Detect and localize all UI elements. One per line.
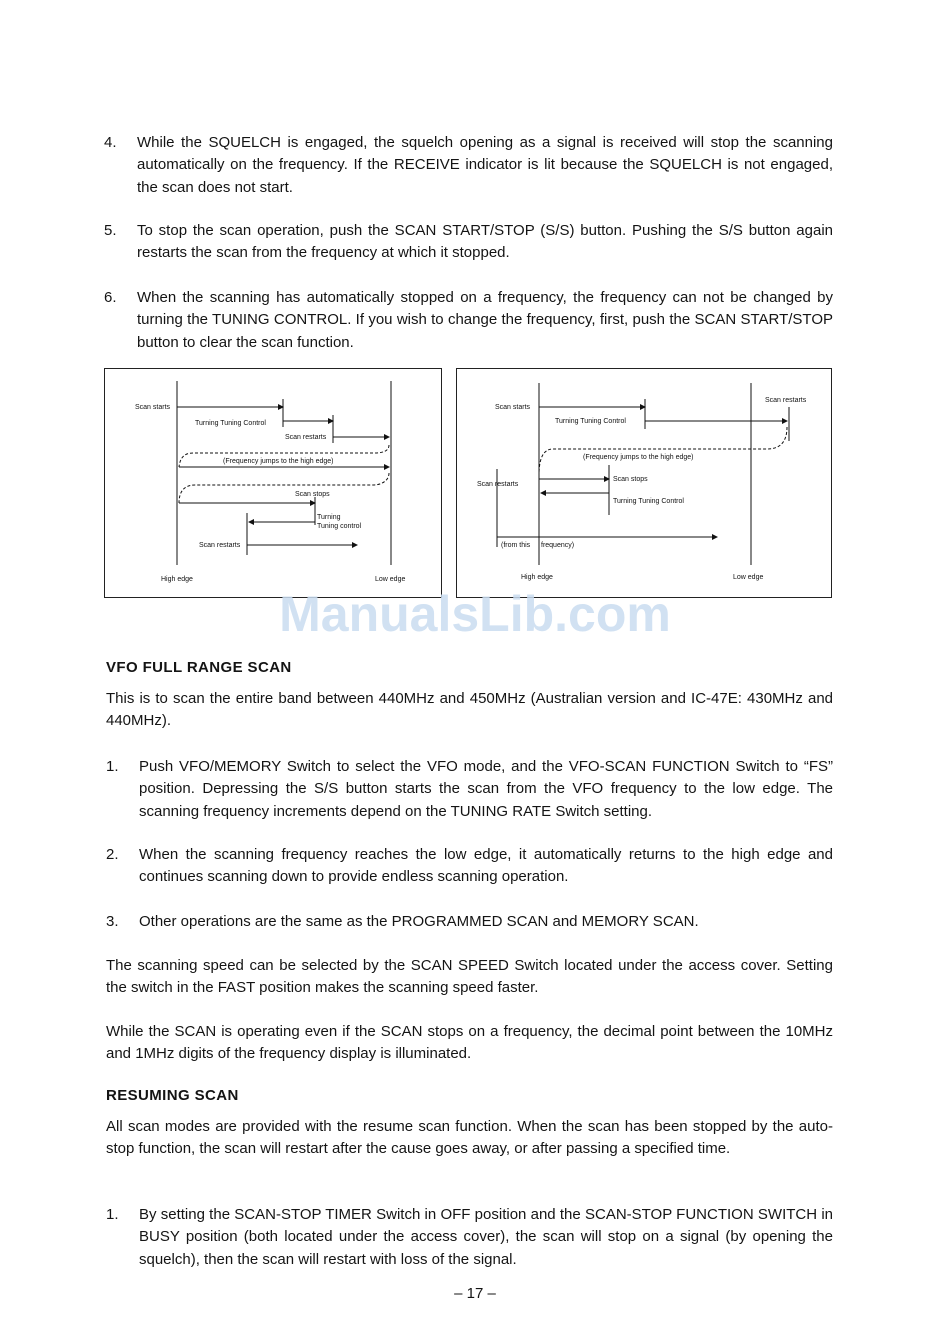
label-low-edge: Low edge [733,574,764,581]
list-item [104,132,833,199]
label-frequency: frequency) [541,542,575,549]
item-number: 5. [104,222,117,239]
scan-speed-paragraph: The scanning speed can be selected by the SCAN SPEED Switch located under the access cover. Setting the switch in the FAST position makes the scanning speed faster. [106,957,833,997]
label-turning-tuning-control: Turning Tuning Control [555,418,626,425]
label-high-edge: High edge [521,574,553,581]
item-number: 2. [106,846,119,863]
list-item [106,844,833,889]
label-scan-restarts-left: Scan restarts [477,481,519,488]
label-scan-starts: Scan starts [135,404,171,411]
item-number: 3. [106,913,119,930]
label-tuning-control: Tuning control [317,523,362,530]
label-scan-restarts: Scan restarts [285,434,327,441]
item-number: 1. [106,758,119,775]
item-text: Push VFO/MEMORY Switch to select the VFO mode, and the VFO-SCAN FUNCTION Switch to “FS” position. Depressing the S/S button starts the scan from the VFO frequency to the low edge. The scanning frequency increments depend on the TUNING RATE Switch setting. [139,758,833,820]
item-number: 1. [106,1206,119,1223]
label-turning-tuning-control-2: Turning Tuning Control [613,498,684,505]
item-text: To stop the scan operation, push the SCAN START/STOP (S/S) button. Pushing the S/S button again restarts the scan from the frequency at which it stopped. [137,222,833,262]
label-turning-tuning-control: Turning Tuning Control [195,420,266,427]
label-scan-stops: Scan stops [613,476,648,483]
item-text: When the scanning has automatically stopped on a frequency, the frequency can not be changed by turning the TUNING CONTROL. If you wish to change the frequency, first, push the SCAN START/STOP button to clear the scan function. [137,289,833,351]
decimal-point-paragraph: While the SCAN is operating even if the SCAN stops on a frequency, the decimal point between the 10MHz and 1MHz digits of the frequency display is illuminated. [106,1023,833,1063]
label-low-edge: Low edge [375,576,406,583]
item-text: Other operations are the same as the PROGRAMMED SCAN and MEMORY SCAN. [139,913,699,930]
scan-timing-diagram [105,369,441,597]
list-item [104,287,833,354]
list-item [106,756,833,823]
list-item [104,220,833,265]
label-frequency-jumps: (Frequency jumps to the high edge) [223,458,334,465]
section-heading-resume: RESUMING SCAN [106,1087,239,1104]
page-number: – 17 – [454,1285,496,1302]
watermark-text: ManualsLib.com [279,586,671,642]
label-turning: Turning [317,514,341,521]
scan-diagram-right [456,368,832,598]
label-scan-restarts-2: Scan restarts [199,542,241,549]
label-frequency-jumps: (Frequency jumps to the high edge) [583,454,694,461]
resume-intro-paragraph: All scan modes are provided with the resume scan function. When the scan has been stopped by the auto-stop function, the scan will restart after the cause goes away, or after passing a specified time. [106,1118,833,1158]
scan-diagram-left [104,368,442,598]
section-heading-vfo: VFO FULL RANGE SCAN [106,659,292,676]
label-scan-stops: Scan stops [295,491,330,498]
vfo-intro-paragraph: This is to scan the entire band between 440MHz and 450MHz (Australian version and IC-47E: 430MHz and 440MHz). [106,690,833,730]
item-text: When the scanning frequency reaches the low edge, it automatically returns to the high edge and continues scanning down to provide endless scanning operation. [139,846,833,886]
item-number: 6. [104,289,117,306]
label-scan-starts: Scan starts [495,404,531,411]
label-scan-restarts-top: Scan restarts [765,397,807,404]
list-item [106,1204,833,1271]
list-item [106,911,833,933]
label-high-edge: High edge [161,576,193,583]
item-text: By setting the SCAN-STOP TIMER Switch in OFF position and the SCAN-STOP FUNCTION SWITCH in BUSY position (both located under the access cover), the scan will stop on a signal (by opening the squelch), then the scan will restart with loss of the signal. [139,1206,833,1268]
label-from-this: (from this [501,542,531,549]
item-text: While the SQUELCH is engaged, the squelch opening as a signal is received will stop the scanning automatically on the frequency. If the RECEIVE indicator is lit because the SQUELCH is not engaged, the scan does not start. [137,134,833,196]
scan-timing-diagram [457,369,831,597]
item-number: 4. [104,134,117,151]
